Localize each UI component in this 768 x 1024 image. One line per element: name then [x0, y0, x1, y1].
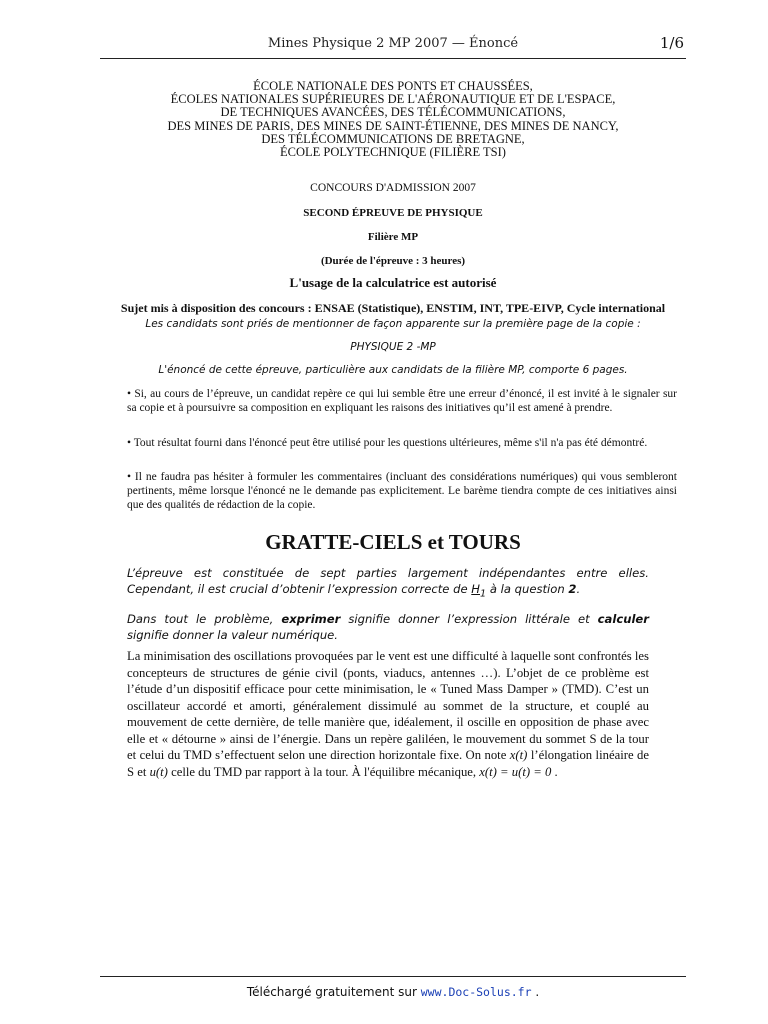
page-footer — [100, 985, 686, 999]
body-text: La minimisation des oscillations provoquées par le vent est une difficulté à laquelle sont confrontés les concepteurs de structures de génie civil (ponts, viaducs, antennes …). L’objet de ce problème est l’étude d’un dispositif efficace pour cette minimisation, le « Tuned Mass Damper » (TMD). C’est un oscillateur accordé et amorti, généralement dissimulé au sommet de la structure, et couplé au mouvement de cette dernière, de telle manière que, idéalement, il oscille en opposition de phase avec elle et « détourne » ainsi de l’énergie. Dans un repère galiléen, le mouvement du sommet S de la tour et celui du TMD s’effectuent selon une direction horizontale fixe. On note — [127, 649, 649, 762]
page-header — [100, 34, 686, 59]
body-text: . — [551, 764, 558, 779]
h1-subscript: 1 — [479, 587, 487, 599]
enonce-line: L'énoncé de cette épreuve, particulière aux candidats de la filière MP, comporte 6 pages. — [158, 364, 628, 376]
filiere-line: Filière MP — [367, 231, 419, 243]
keyword-exprimer: exprimer — [281, 612, 341, 626]
school-line: ÉCOLE NATIONALE DES PONTS ET CHAUSSÉES, — [253, 79, 533, 93]
body-paragraph — [127, 648, 649, 780]
def-text: signifie donner l’expression littérale et — [340, 612, 598, 626]
body-text: celle du TMD par rapport à la tour. À l'équilibre mécanique, — [167, 764, 480, 779]
body-text: l’élongation linéaire de S et — [127, 748, 649, 779]
problem-title: GRATTE-CIELS et TOURS — [265, 530, 521, 554]
school-line: DE TECHNIQUES AVANCÉES, DES TÉLÉCOMMUNICATIONS, — [220, 105, 566, 120]
schools-list — [100, 80, 686, 159]
physique-line: PHYSIQUE 2 -MP — [350, 341, 436, 353]
intro-text: . — [576, 581, 581, 596]
math-u-t: u(t) — [149, 764, 168, 779]
intro-text: L’épreuve est constituée de sept parties largement indépendantes entre elles. Cependant, il est crucial d’obtenir l’expression correcte de — [127, 566, 649, 596]
candidats-line: Les candidats sont priés de mentionner de façon apparente sur la première page de la copie : — [145, 318, 641, 330]
math-equilibrium: x(t) = u(t) = 0 — [479, 764, 552, 779]
instruction-bullet: • Si, au cours de l’épreuve, un candidat repère ce qui lui semble être une erreur d’énoncé, il est invité à le signaler sur sa copie et à poursuivre sa composition en expliquant les raisons des initiatives qu’il est amené à prendre. — [127, 388, 677, 414]
school-line: DES MINES DE PARIS, DES MINES DE SAINT-ÉTIENNE, DES MINES DE NANCY, — [167, 118, 619, 133]
question-number: 2 — [568, 581, 577, 596]
intro-paragraph — [127, 566, 649, 601]
school-line: DES TÉLÉCOMMUNICATIONS DE BRETAGNE, — [261, 131, 525, 146]
concours-line: CONCOURS D'ADMISSION 2007 — [310, 182, 476, 194]
footer-rule — [100, 976, 686, 977]
h1-symbol: H — [471, 581, 480, 596]
def-text: Dans tout le problème, — [127, 612, 282, 626]
school-line: ÉCOLE POLYTECHNIQUE (FILIÈRE TSI) — [280, 145, 506, 160]
calculatrice-line: L'usage de la calculatrice est autorisé — [289, 275, 497, 290]
instruction-bullet: • Tout résultat fourni dans l'énoncé peut être utilisé pour les questions ultérieures, même s'il n'a pas été démontré. — [127, 437, 648, 449]
duree-line: (Durée de l'épreuve : 3 heures) — [320, 255, 466, 267]
instruction-bullet: • Il ne faudra pas hésiter à formuler les commentaires (incluant des considérations numériques) qui vous sembleront pertinents, même lorsque l'énoncé ne le demande pas explicitement. Le barème tiendra compte de ces initiatives ainsi que des qualités de rédaction de la copie. — [127, 471, 677, 511]
keyword-calculer: calculer — [597, 612, 650, 626]
header-title: Mines Physique 2 MP 2007 — Énoncé — [267, 36, 519, 51]
footer-text: . — [531, 985, 540, 999]
def-text: signifie donner la valeur numérique. — [127, 627, 338, 642]
school-line: ÉCOLES NATIONALES SUPÉRIEURES DE L'AÉRONAUTIQUE ET DE L'ESPACE, — [170, 92, 616, 107]
intro-text: à la question — [486, 581, 569, 596]
sujet-line: Sujet mis à disposition des concours : ENSAE (Statistique), ENSTIM, INT, TPE-EIVP, Cycle international — [120, 301, 666, 315]
footer-link[interactable]: www.Doc-Solus.fr — [420, 985, 532, 999]
footer-text: Téléchargé gratuitement sur — [246, 985, 421, 999]
epreuve-line: SECOND ÉPREUVE DE PHYSIQUE — [303, 207, 483, 219]
page-number: 1/6 — [659, 34, 684, 52]
math-x-t: x(t) — [509, 748, 528, 762]
definitions-paragraph — [127, 612, 649, 643]
